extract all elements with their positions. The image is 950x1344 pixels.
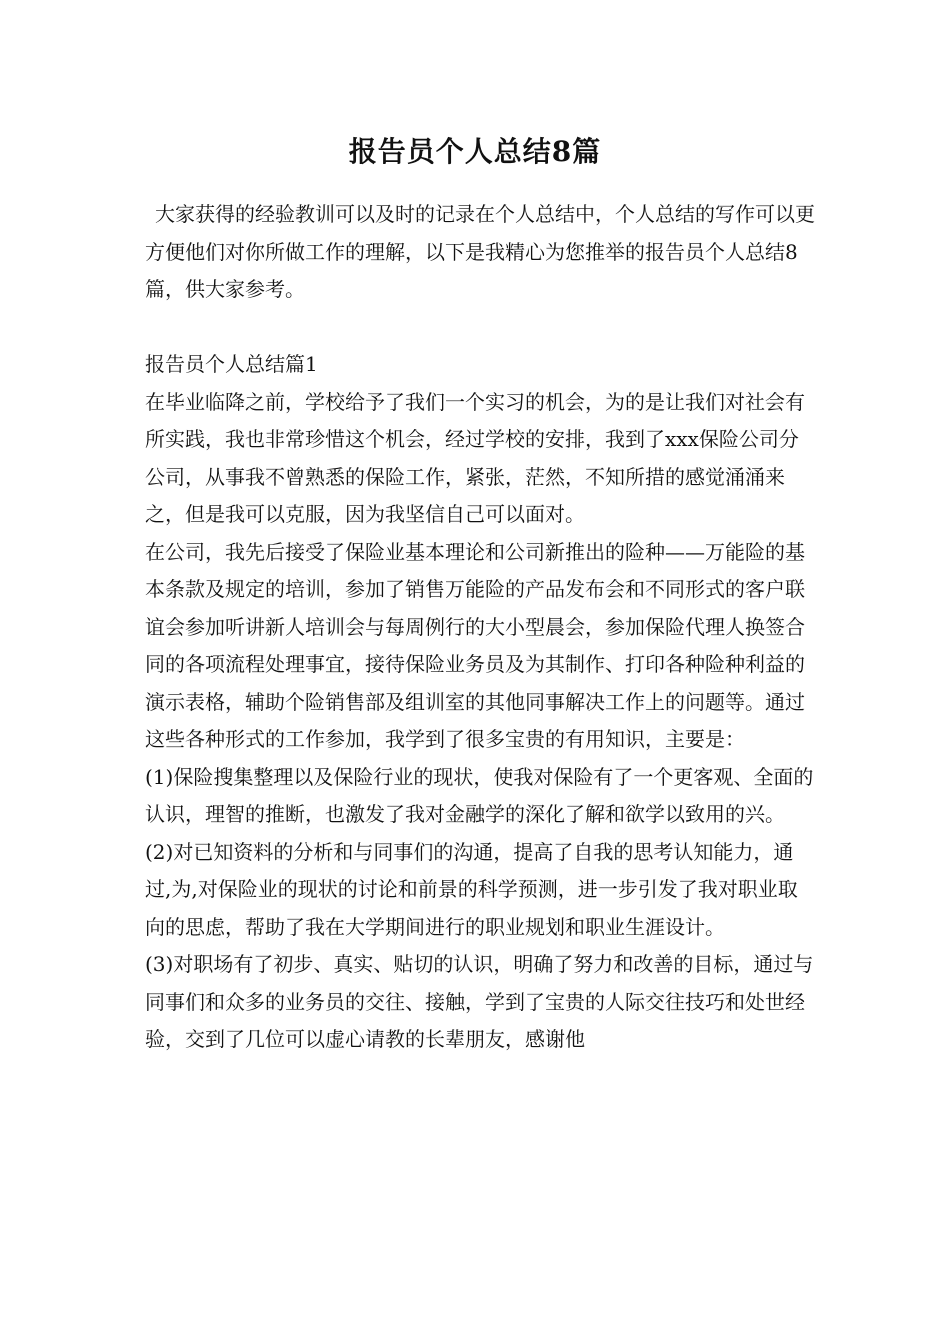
body-paragraph-5: (3)对职场有了初步、真实、贴切的认识，明确了努力和改善的目标，通过与同事们和众多的业务员的交往、接触，学到了宝贵的人际交往技巧和处世经验，交到了几位可以虚心请教的长辈朋友，感谢他 bbox=[145, 952, 814, 1051]
section-heading: 报告员个人总结篇1 bbox=[145, 352, 318, 376]
body-paragraph-1: 在毕业临降之前，学校给予了我们一个实习的机会，为的是让我们对社会有所实践，我也非常珍惜这个机会，经过学校的安排，我到了xxx保险公司分公司，从事我不曾熟悉的保险工作，紧张，茫然，不知所措的感觉涌涌来之，但是我可以克服，因为我坚信自己可以面对。 bbox=[145, 389, 805, 526]
body-paragraph-2: 在公司，我先后接受了保险业基本理论和公司新推出的险种——万能险的基本条款及规定的培训，参加了销售万能险的产品发布会和不同形式的客户联谊会参加听讲新人培训会与每周例行的大小型晨会，参加保险代理人换签合同的各项流程处理事宜，接待保险业务员及为其制作、打印各种险种利益的演示表格，辅助个险销售部及组训室的其他同事解决工作上的问题等。通过这些各种形式的工作参加，我学到了很多宝贵的有用知识，主要是： bbox=[145, 539, 805, 751]
document-title: 报告员个人总结8篇 bbox=[348, 135, 602, 168]
document-body bbox=[145, 196, 815, 1059]
paragraph-spacer bbox=[145, 309, 815, 347]
intro-paragraph: 大家获得的经验教训可以及时的记录在个人总结中，个人总结的写作可以更方便他们对你所做工作的理解，以下是我精心为您推举的报告员个人总结8篇，供大家参考。 bbox=[145, 202, 815, 301]
body-paragraph-4: (2)对已知资料的分析和与同事们的沟通，提高了自我的思考认知能力，通过,为,对保险业的现状的讨论和前景的科学预测，进一步引发了我对职业取向的思虑，帮助了我在大学期间进行的职业规划和职业生涯设计。 bbox=[145, 839, 798, 939]
body-paragraph-3: (1)保险搜集整理以及保险行业的现状，使我对保险有了一个更客观、全面的认识，理智的推断，也激发了我对金融学的深化了解和欲学以致用的兴。 bbox=[145, 764, 814, 826]
